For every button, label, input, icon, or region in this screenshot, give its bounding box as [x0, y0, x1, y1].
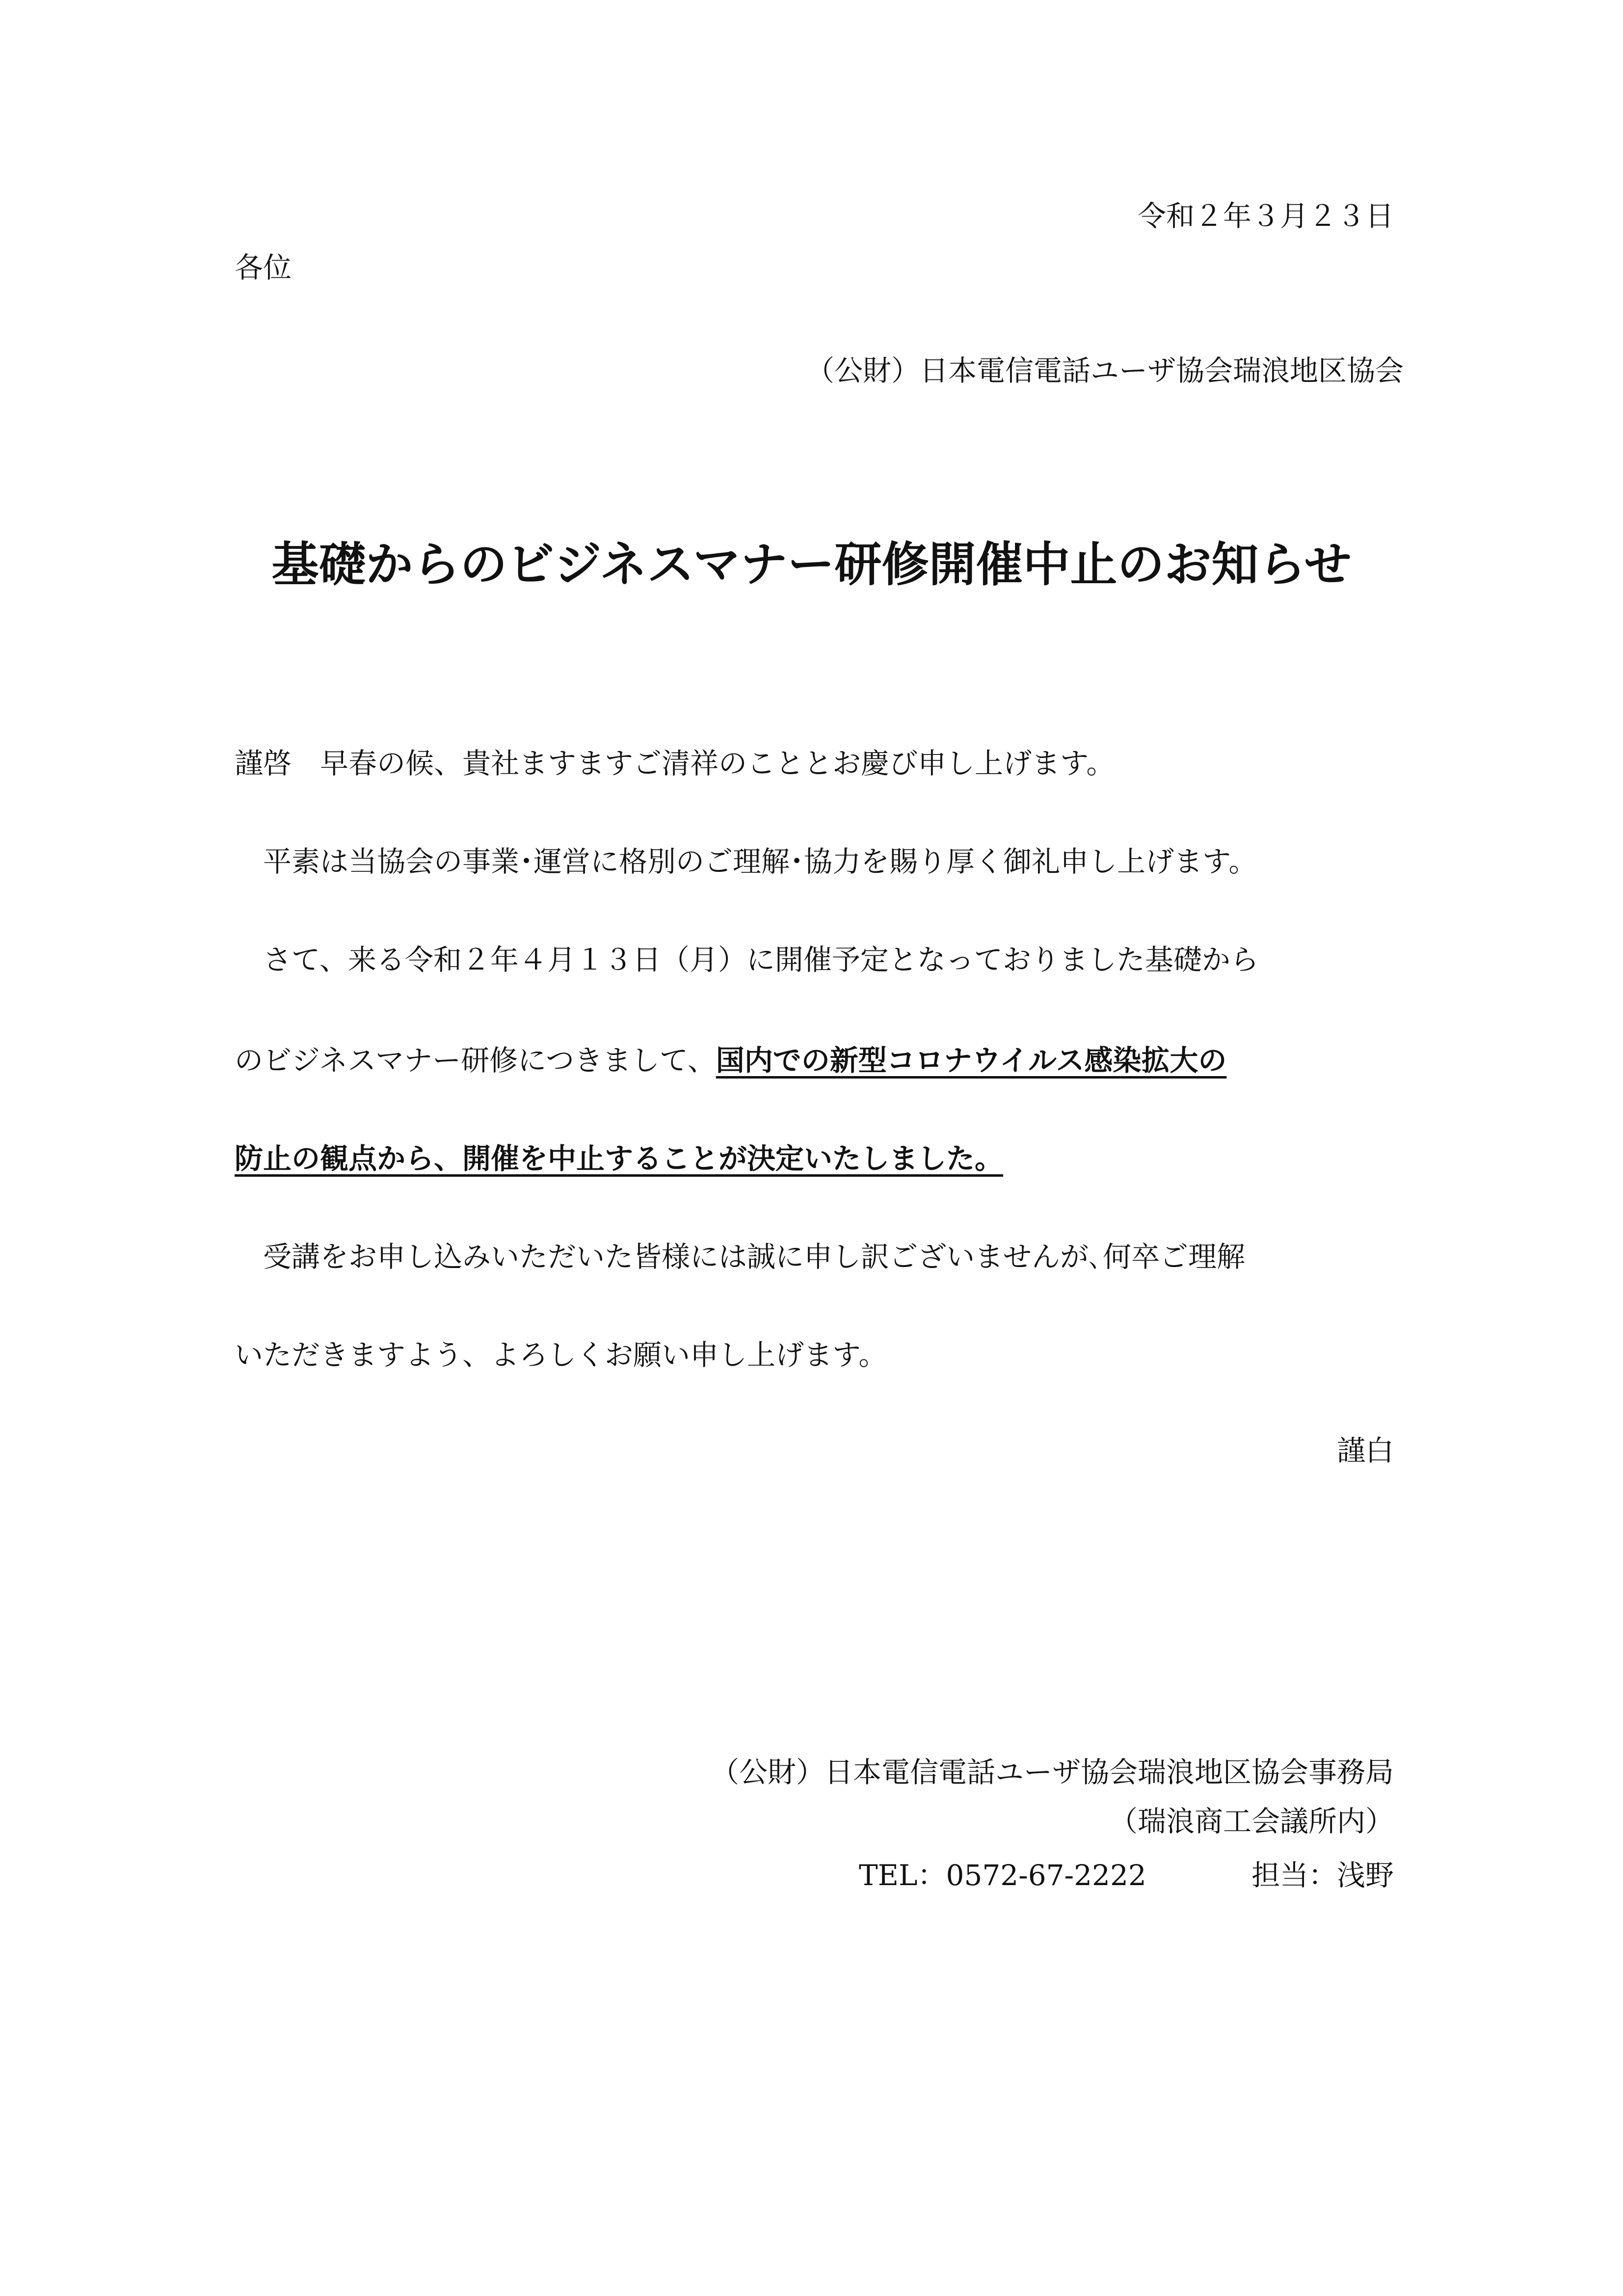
paragraph-2-line-3 [235, 1139, 1003, 1178]
footer-office: （公財）日本電信電話ユーザ協会瑞浪地区協会事務局 [710, 1756, 1394, 1789]
sender: （公財）日本電信電話ユーザ協会瑞浪地区協会 [805, 354, 1404, 387]
paragraph-1: 平素は当協会の事業･運営に格別のご理解･協力を賜り厚く御礼申し上げます。 [235, 845, 1257, 878]
paragraph-3-line-2: いただきますよう、よろしくお願い申し上げます。 [235, 1338, 887, 1372]
footer-location: （瑞浪商工会議所内） [1109, 1805, 1394, 1838]
paragraph-2-plain-text: のビジネスマナー研修につきまして、 [235, 1044, 716, 1077]
cancellation-notice-emphasis: 国内での新型コロナウイルス感染拡大の [716, 1044, 1227, 1077]
addressee: 各位 [235, 251, 292, 284]
paragraph-2-line-1: さて、来る令和２年４月１３日（月）に開催予定となっておりました基礎から [235, 943, 1259, 976]
paragraph-3-line-1: 受講をお申し込みいただいた皆様には誠に申し訳ございませんが､何卒ご理解 [235, 1240, 1246, 1273]
cancellation-notice-emphasis-continued: 防止の観点から、開催を中止することが決定いたしました。 [235, 1142, 1004, 1175]
document-title: 基礎からのビジネスマナー研修開催中止のお知らせ [271, 537, 1352, 592]
footer-tel: TEL：0572-67-2222 [859, 1859, 1146, 1892]
document-date: 令和２年３月２３日 [1137, 199, 1394, 233]
closing: 謹白 [1336, 1434, 1394, 1467]
paragraph-2-line-2 [235, 1041, 1226, 1080]
greeting-line: 謹啓 早春の候、貴社ますますご清祥のこととお慶び申し上げます。 [235, 747, 1115, 780]
footer-contact: 担当：浅野 [1251, 1859, 1394, 1892]
